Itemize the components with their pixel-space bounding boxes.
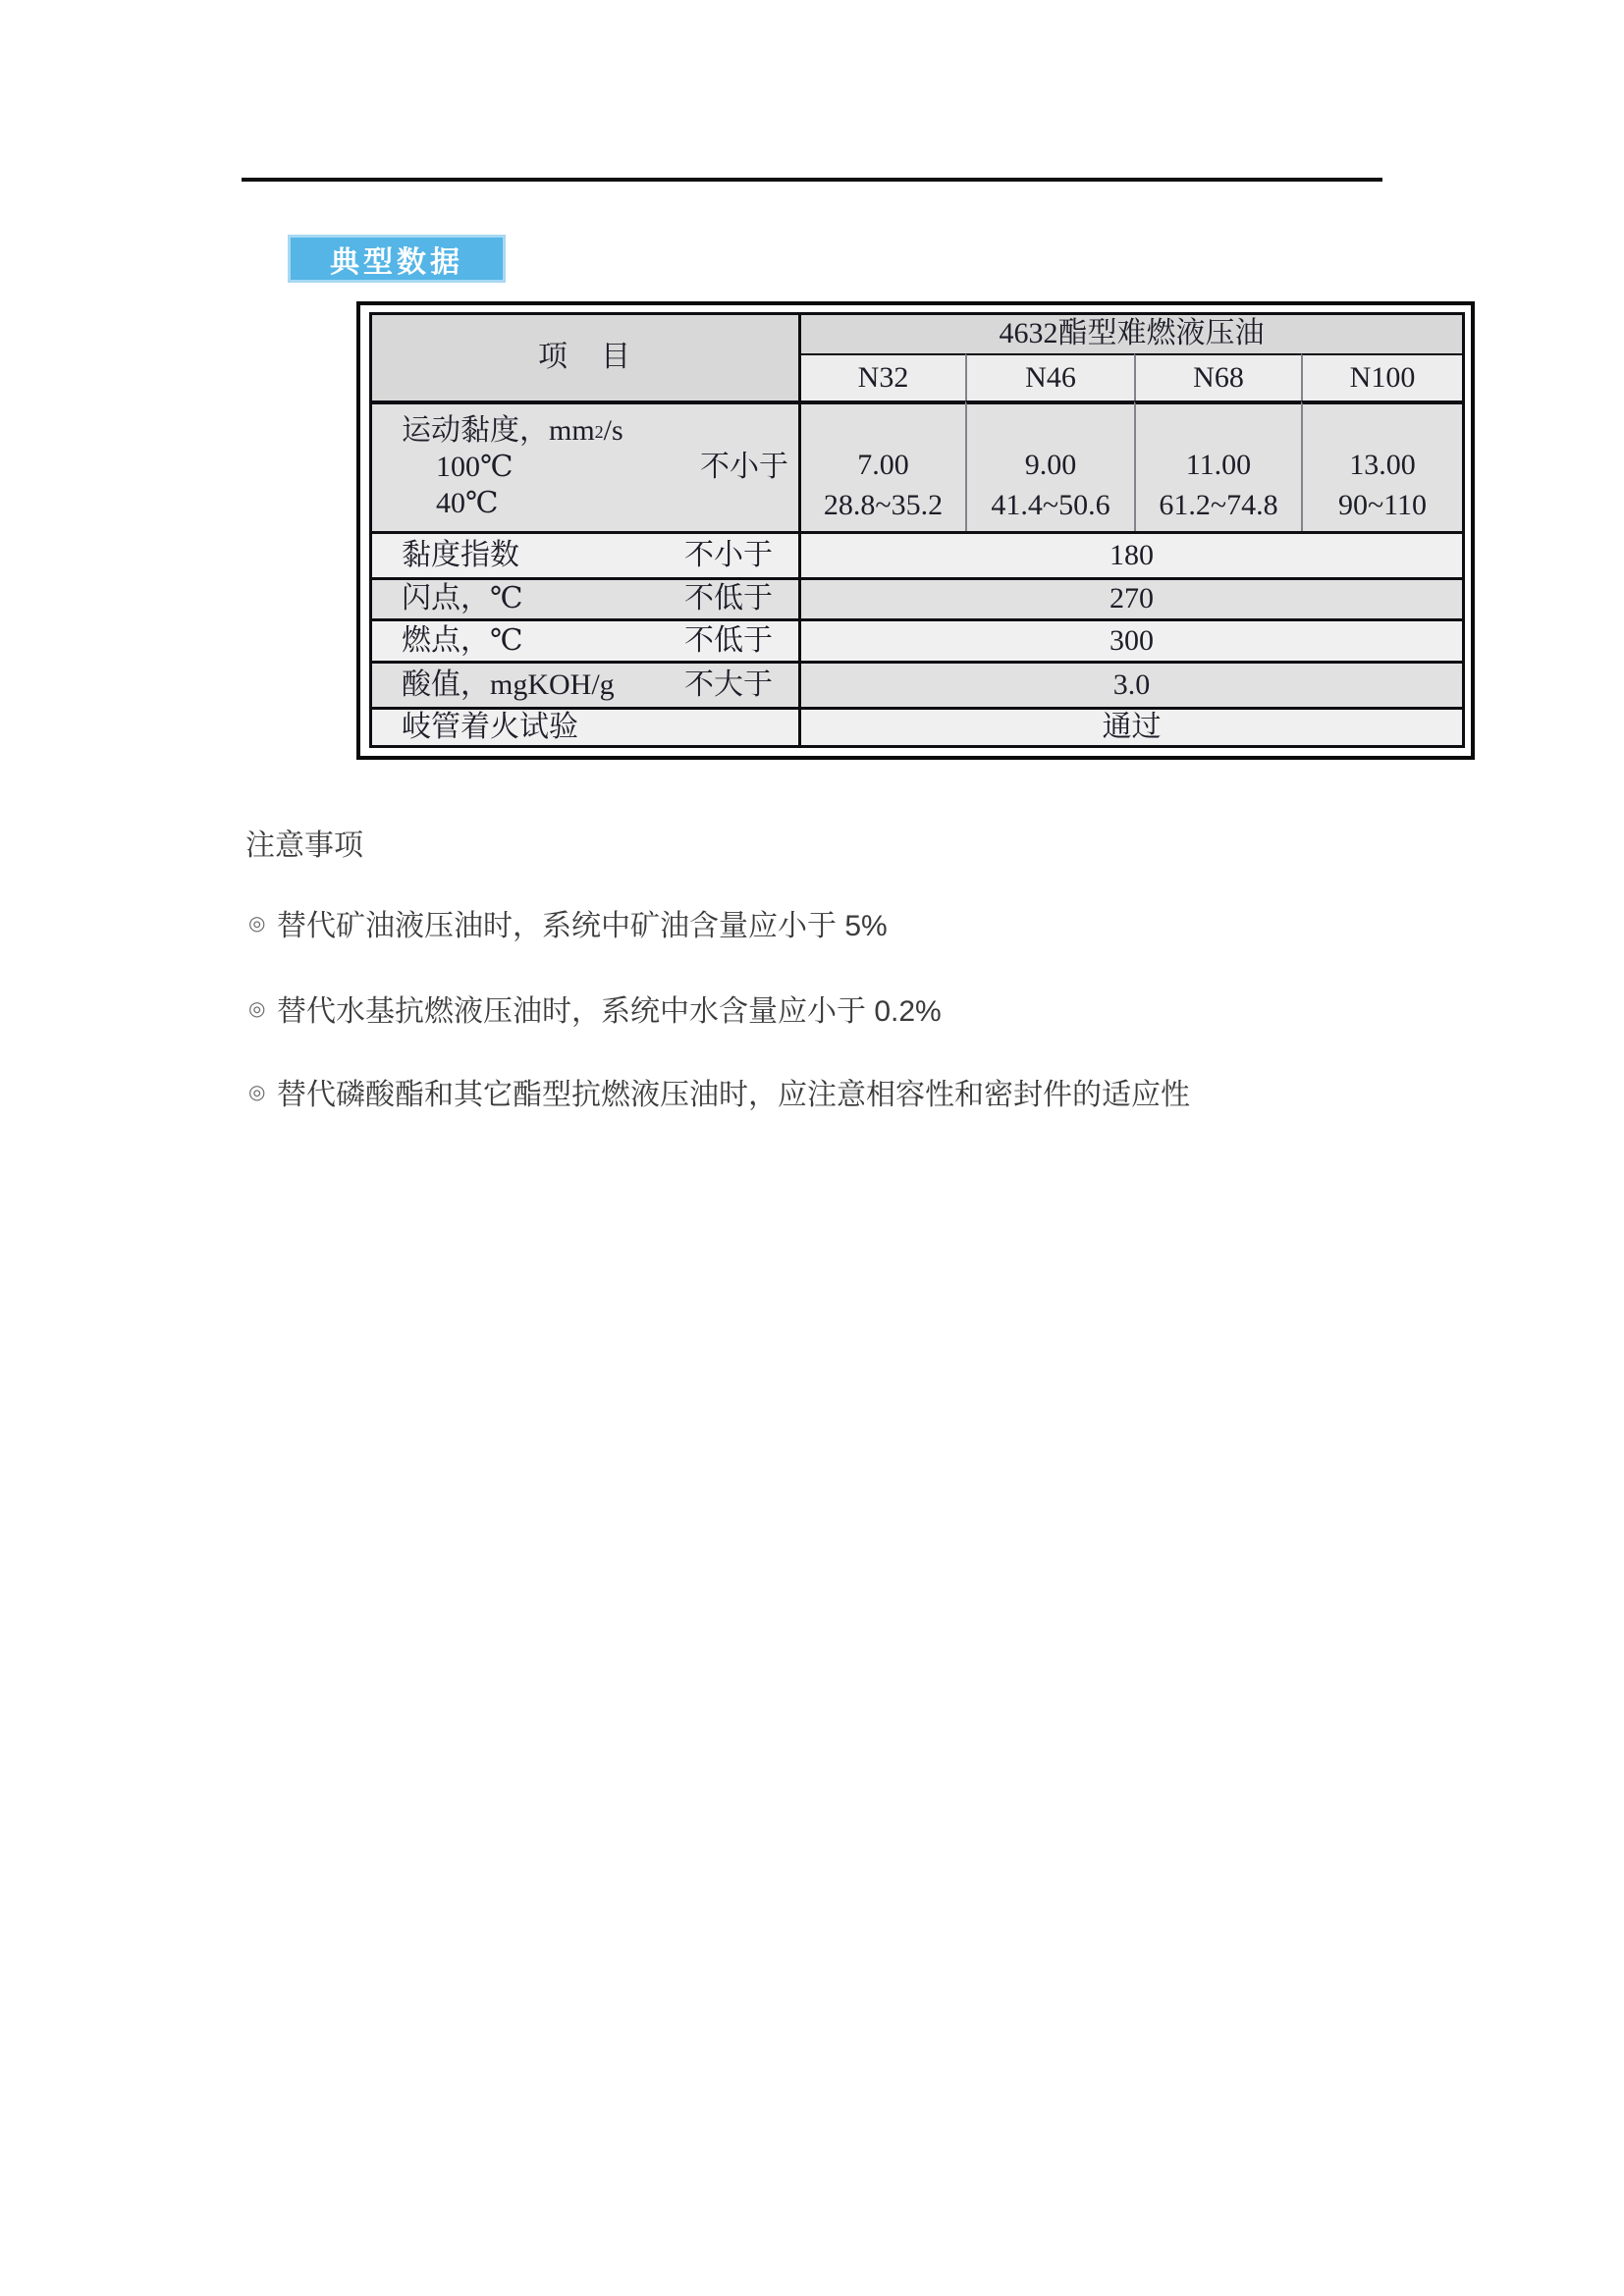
table-header-grade-n46: N46 [965,353,1134,400]
bullseye-bullet-icon: ◎ [248,997,266,1020]
row-fire-point-label [372,618,798,661]
row-label-text: 闪点，℃ [402,582,523,615]
row-label-text: 燃点，℃ [402,623,523,657]
row-viscosity-index-label [372,531,798,577]
viscosity-n68-40c: 61.2~74.8 [1159,489,1278,521]
row-manifold-ignition-value: 通过 [798,707,1462,745]
table-header-item: 项 目 [372,315,798,400]
row-label-text: 酸值，mgKOH/g [402,667,615,701]
row-acid-value-value: 3.0 [798,661,1462,707]
viscosity-n100-100c: 13.00 [1349,448,1416,481]
viscosity-cell-n32 [798,400,965,531]
viscosity-temp-40: 40℃ [436,487,499,520]
viscosity-n100-40c: 90~110 [1337,489,1428,521]
viscosity-n32-40c: 28.8~35.2 [823,489,944,521]
viscosity-condition: 不小于 [700,451,788,484]
viscosity-cell-n46 [965,400,1134,531]
viscosity-cell-n100 [1301,400,1462,531]
viscosity-label-unit: /s [603,414,623,448]
row-viscosity-label [372,400,798,531]
viscosity-label-line: 运动黏度，mm 2 /s [402,414,623,448]
row-fire-point-value: 300 [798,618,1462,661]
row-acid-value-label [372,661,798,707]
note-item-text: 替代磷酸酯和其它酯型抗燃液压油时，应注意相容性和密封件的适应性 [277,1079,1190,1111]
note-item [248,1074,1190,1109]
table-header-product: 4632酯型难燃液压油 [798,315,1462,353]
row-manifold-ignition-label [372,707,798,745]
viscosity-n32-100c: 7.00 [857,448,909,481]
section-badge-label: 典型数据 [330,245,463,279]
viscosity-40c-line [402,486,788,522]
table-header-grade-n100: N100 [1301,353,1462,400]
row-flash-point-label [372,577,798,618]
viscosity-100c-line [402,450,788,486]
row-viscosity-index-value: 180 [798,531,1462,577]
notes-section-title: 注意事项 [245,829,363,862]
note-item [248,990,942,1026]
table-header-grade-n32: N32 [798,353,965,400]
row-label-text: 岐管着火试验 [402,710,578,743]
viscosity-n46-100c: 9.00 [1024,448,1077,481]
top-divider-rule [242,178,1382,182]
bullseye-bullet-icon: ◎ [248,912,266,934]
table-header-grade-n68: N68 [1134,353,1301,400]
row-condition-text: 不小于 [684,538,773,571]
typical-data-table-frame [356,301,1475,760]
note-item [248,905,888,940]
note-item-text: 替代矿油液压油时，系统中矿油含量应小于 5% [277,910,888,942]
row-condition-text: 不低于 [684,582,773,615]
typical-data-table [369,312,1465,748]
viscosity-n46-40c: 41.4~50.6 [991,489,1110,521]
row-label-text: 黏度指数 [402,538,519,571]
viscosity-cell-n68 [1134,400,1301,531]
note-item-text: 替代水基抗燃液压油时，系统中水含量应小于 0.2% [277,995,942,1028]
bullseye-bullet-icon: ◎ [248,1081,266,1103]
section-badge-typical-data [288,235,506,283]
viscosity-label-text: 运动黏度，mm [402,414,595,448]
viscosity-n68-100c: 11.00 [1185,448,1252,481]
row-flash-point-value: 270 [798,577,1462,618]
row-condition-text: 不低于 [684,623,773,657]
row-condition-text: 不大于 [684,667,773,701]
viscosity-temp-100: 100℃ [436,451,514,484]
